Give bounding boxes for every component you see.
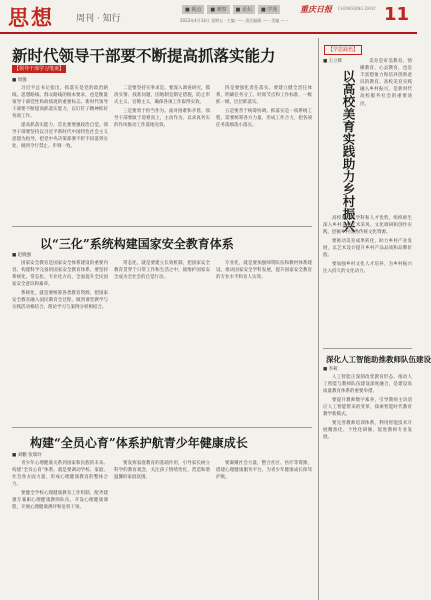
newspaper-brand-en: CHONGQING DAILY [338, 6, 376, 11]
article3-body [12, 460, 312, 596]
article2-col [114, 260, 210, 425]
right-body-bottom [323, 215, 412, 340]
section-tab: ■ 学苑 [258, 5, 280, 14]
right-author: ■ 王立辉 [323, 59, 343, 64]
paragraph: 高校要发挥学科和人才优势，组织师生深入乡村开展艺术采风、文化调研和创作实践，挖掘乡村优秀传统文化资源。 [323, 216, 412, 236]
paragraph: 要提升教师数字素养，引导教师主动适应人工智能带来的变革，探索智能时代教育教学新模式。 [323, 397, 412, 417]
article1-body [12, 85, 312, 225]
paragraph: 提高抓落实能力，首先要增强政治自觉。领导干部要坚持以习近平新时代中国特色社会主义思想为指导，把党中央决策部署不折不扣落到实处，做到令行禁止、步调一致。 [12, 122, 108, 150]
section-tab: ■ 观察 [207, 5, 229, 14]
paragraph: 要完善教师培训体系，利用智能技术开展精准化、个性化研修，促进教师专业发展。 [323, 420, 412, 440]
right-col [323, 215, 412, 340]
paragraph: 要加强乡村文化人才培养，为乡村振兴注入持久的文化动力。 [323, 261, 412, 274]
article-divider [12, 427, 312, 428]
right-title2: 深化人工智能助推教师队伍建设 [326, 355, 431, 364]
article1-col [216, 85, 312, 225]
article1-col [114, 85, 210, 225]
paragraph: 青少年心理健康关系到国家和民族的未来。构建“全员心育”体系，就是要调动学校、家庭、社会各方面力量，形成心理健康教育的整体合力。 [12, 461, 108, 488]
paragraph: 三是要勇于担当作为。面对困难和矛盾，领导干部要敢于迎难而上，主动作为，以求真务实的作风推动工作落地见效。 [114, 108, 210, 128]
article2-body [12, 260, 312, 425]
paragraph: 美育是审美教育、情操教育、心灵教育，也是丰富想象力和培养创新意识的教育。高校美育实践融入乡村振兴，是新时代高校服务社会的重要途径。 [360, 59, 412, 107]
section-tab: ■ 视点 [182, 5, 204, 14]
masthead [0, 0, 417, 34]
paragraph: 系统化，就是要统筹各类教育资源，把国家安全教育融入国民教育全过程，做到课堂教学与实践活动相结合、理论学习与案例分析相结合。 [12, 290, 108, 311]
column-label: 【学思践悟】 [324, 45, 362, 55]
article3-col [12, 460, 108, 596]
article3-title: 构建“全员心育”体系护航青少年健康成长 [30, 436, 248, 450]
paragraph: 要发挥家庭教育的基础作用，引导家长树立科学的教育观念，关注孩子情绪变化，营造和谐温馨的家庭氛围。 [114, 461, 210, 481]
paragraph: 四是要强化责任落实。要建立健全责任体系，明确任务分工、时间节点和工作标准，一级抓一级、层层抓落实。 [216, 86, 312, 106]
article1-title: 新时代领导干部要不断提高抓落实能力 [12, 46, 276, 65]
right-col [323, 374, 412, 596]
article3-author: ■ 刘鹏 张瑞玲 [12, 453, 42, 458]
page-number: 11 [383, 4, 409, 25]
newspaper-brand: 重庆日报 [300, 4, 332, 14]
right-body-top [360, 58, 412, 150]
paragraph: 习近平总书记指出，抓落实是党的政治路线、思想路线、群众路线的根本要求，也是衡量领导干部党性和政绩观的重要标志。新时代领导干部要不断提高抓落实能力，以钉钉子精神抓好各项工作。 [12, 86, 108, 120]
paragraph: 常态化，就是要建立长效机制，把国家安全教育贯穿于日常工作和生活之中，使维护国家安全成为全社会的自觉行动。 [114, 261, 210, 281]
article3-col [114, 460, 210, 596]
article2-title: 以“三化”系统构建国家安全教育体系 [40, 237, 234, 251]
section-tab: ■ 论坛 [233, 5, 255, 14]
masthead-logo: 思想 [8, 5, 54, 30]
masthead-sections [182, 5, 280, 14]
masthead-info: 2023年4月14日 星期五 · 主编 ······ 责任编辑 ······ 美编 ······ [180, 18, 289, 23]
article-divider [323, 348, 412, 349]
article1-tag: 【领导干部学习笔谈】 [14, 66, 65, 72]
paragraph: 二是要坚持实事求是。要深入调查研究，摸清实情、找准问题，因地制宜制定措施，防止形式主义、官僚主义，确保各项工作取得实效。 [114, 86, 210, 106]
paragraph: 要推动美育成果转化，助力乡村产业发展，以艺术设计提升乡村产品品质和品牌价值。 [323, 238, 412, 258]
right-col [360, 58, 412, 150]
right-body2 [323, 374, 412, 596]
article-divider [12, 226, 312, 227]
paragraph: 要健全学校心理健康教育工作机制，配齐建强专兼职心理健康教师队伍，开设心理健康课程，开展心理健康测评和危机干预。 [12, 490, 108, 511]
article2-col [216, 260, 312, 425]
right-title: 以高校美育实践助力乡村振兴 [341, 70, 356, 233]
article2-col [12, 260, 108, 425]
article1-author: ■ 周强 [12, 78, 27, 83]
right-author2: ■ 李莉 [323, 367, 338, 372]
article1-col [12, 85, 108, 225]
paragraph: 要凝聚社会力量，整合社区、医疗等资源，搭建心理健康服务平台，为青少年健康成长保驾护航。 [216, 461, 312, 481]
paragraph: 国家安全教育是国家安全体系建设的重要内容。构建科学完备的国家安全教育体系，要坚持系统化、常态化、专业化方向，全面提升全民国家安全意识和素养。 [12, 261, 108, 288]
paragraph: 五是要善于统筹协调。抓落实是一项系统工程，需要统筹各方力量，形成工作合力，把各项任务落细落小落实。 [216, 108, 312, 128]
article2-author: ■ 赵晓强 [12, 253, 32, 258]
column-divider [318, 38, 319, 600]
masthead-subtitle: 周刊 · 知行 [76, 14, 121, 24]
paragraph: 专业化，就是要加强师资队伍和教材体系建设，推动国家安全学科发展，提升国家安全教育的专业水平和育人实效。 [216, 261, 312, 281]
article3-col [216, 460, 312, 596]
paragraph: 人工智能正深刻改变教育形态。推动人工智能与教师队伍建设深度融合，是建设高质量教育体系的重要举措。 [323, 375, 412, 395]
